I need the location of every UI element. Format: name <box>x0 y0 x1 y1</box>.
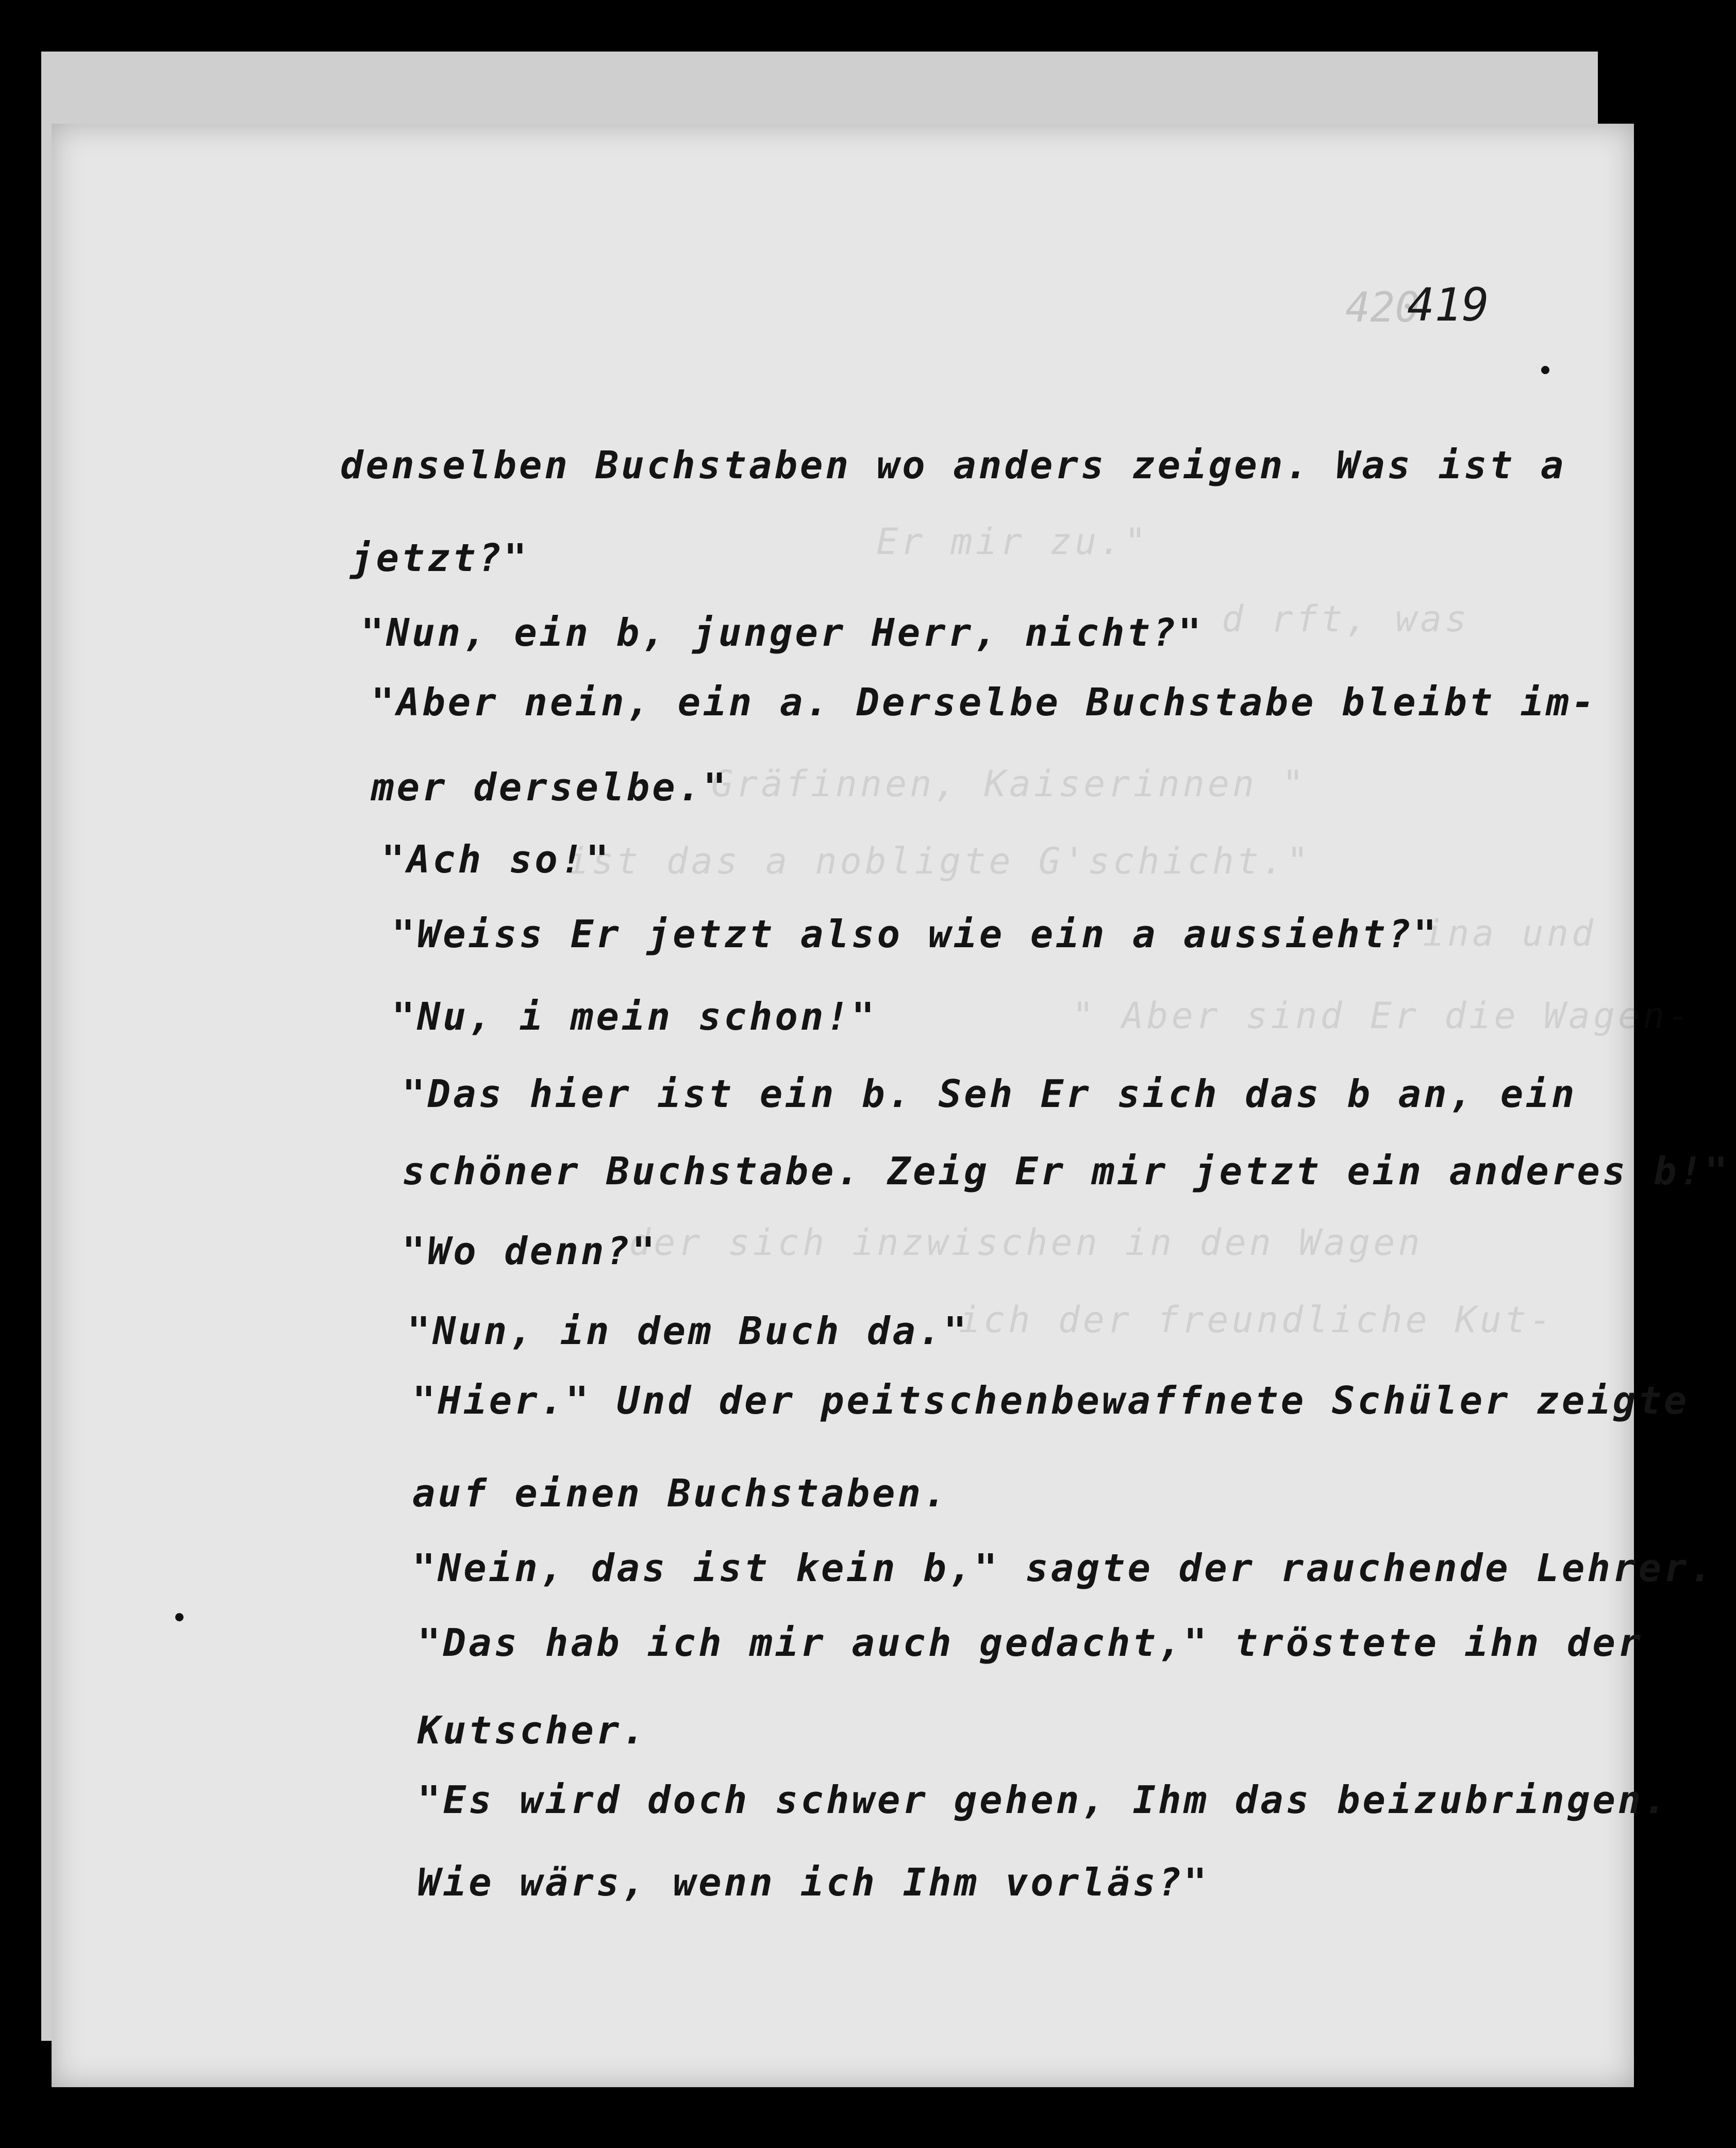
bleed-through-text: d rft, was <box>1222 598 1470 640</box>
text-line: "Hier." Und der peitschenbewaffnete Schüler zeigte <box>412 1379 1690 1423</box>
text-line: jetzt?" <box>350 536 529 580</box>
text-line: schöner Buchstabe. Zeig Er mir jetzt ein anderes b!" <box>402 1149 1730 1194</box>
overwritten-page-number: 420 <box>1345 283 1420 331</box>
text-line: "Ach so!" <box>381 837 611 882</box>
bleed-through-text: der sich inzwischen in den Wagen <box>629 1221 1423 1264</box>
ink-speck <box>1541 366 1549 374</box>
bleed-through-text: Gräfinnen, Kaiserinnen " <box>711 763 1307 805</box>
text-line: Wie wärs, wenn ich Ihm vorläs?" <box>418 1860 1210 1905</box>
text-line: "Nun, in dem Buch da." <box>407 1309 970 1353</box>
text-line: "Wo denn?" <box>402 1229 658 1273</box>
text-line: "Nu, i mein schon!" <box>392 995 877 1039</box>
text-line: "Aber nein, ein a. Derselbe Buchstabe bleibt im- <box>371 680 1597 725</box>
text-line: "Das hab ich mir auch gedacht," tröstete ihn der <box>418 1621 1644 1665</box>
text-line: denselben Buchstaben wo anders zeigen. Was ist a <box>340 443 1566 488</box>
page-number: 419 <box>1407 278 1489 331</box>
text-line: "Weiss Er jetzt also wie ein a aussieht?" <box>392 912 1439 956</box>
bleed-through-text: Er mir zu." <box>876 521 1149 563</box>
text-line: "Nun, ein b, junger Herr, nicht?" <box>361 611 1204 655</box>
document-page <box>52 124 1730 2087</box>
text-line: auf einen Buchstaben. <box>412 1471 949 1516</box>
bleed-through-text: " Aber sind Er die Wagen- <box>1072 995 1693 1037</box>
text-line: "Nein, das ist kein b," sagte der rauchende Lehrer. <box>412 1546 1715 1590</box>
text-line: mer derselbe." <box>371 765 729 810</box>
bleed-through-text: ist das a nobligte G'schicht." <box>567 840 1312 882</box>
text-line: "Es wird doch schwer gehen, Ihm das beizubringen. <box>418 1778 1670 1822</box>
text-line: "Das hier ist ein b. Seh Er sich das b an, ein <box>402 1072 1577 1116</box>
text-line: Kutscher. <box>418 1708 647 1753</box>
bleed-through-text: ina und <box>1423 912 1597 954</box>
ink-speck <box>175 1613 183 1621</box>
bleed-through-text: ich der freundliche Kut- <box>959 1299 1555 1341</box>
